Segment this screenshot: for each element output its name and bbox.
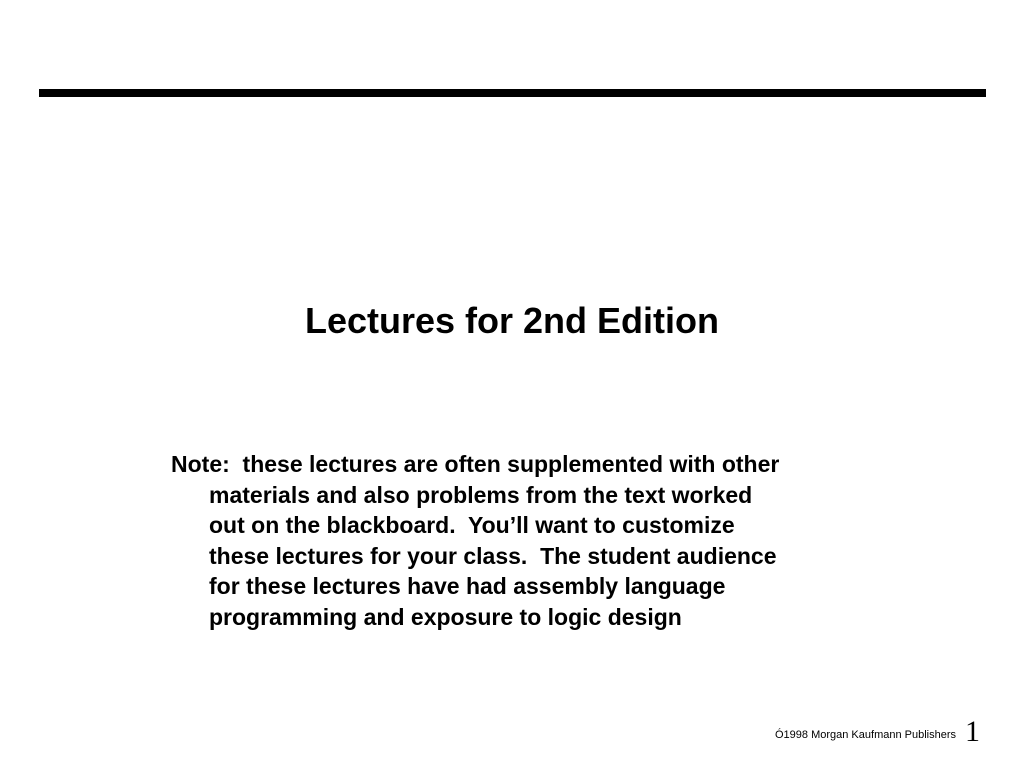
top-rule-divider: [39, 89, 986, 97]
note-line: programming and exposure to logic design: [209, 603, 682, 630]
note-line: Note: these lectures are often supplemented with other: [171, 451, 780, 477]
footer-copyright: Ó1998 Morgan Kaufmann Publishers: [775, 729, 956, 741]
note-line: materials and also problems from the text worked: [209, 481, 753, 508]
page-number: 1: [965, 715, 980, 748]
slide-title: Lectures for 2nd Edition: [304, 300, 720, 341]
note-line: out on the blackboard. You’ll want to customize: [209, 512, 735, 538]
note-paragraph: [171, 449, 871, 632]
note-line: these lectures for your class. The student audience: [209, 542, 777, 569]
note-line: for these lectures have had assembly language: [209, 573, 726, 599]
